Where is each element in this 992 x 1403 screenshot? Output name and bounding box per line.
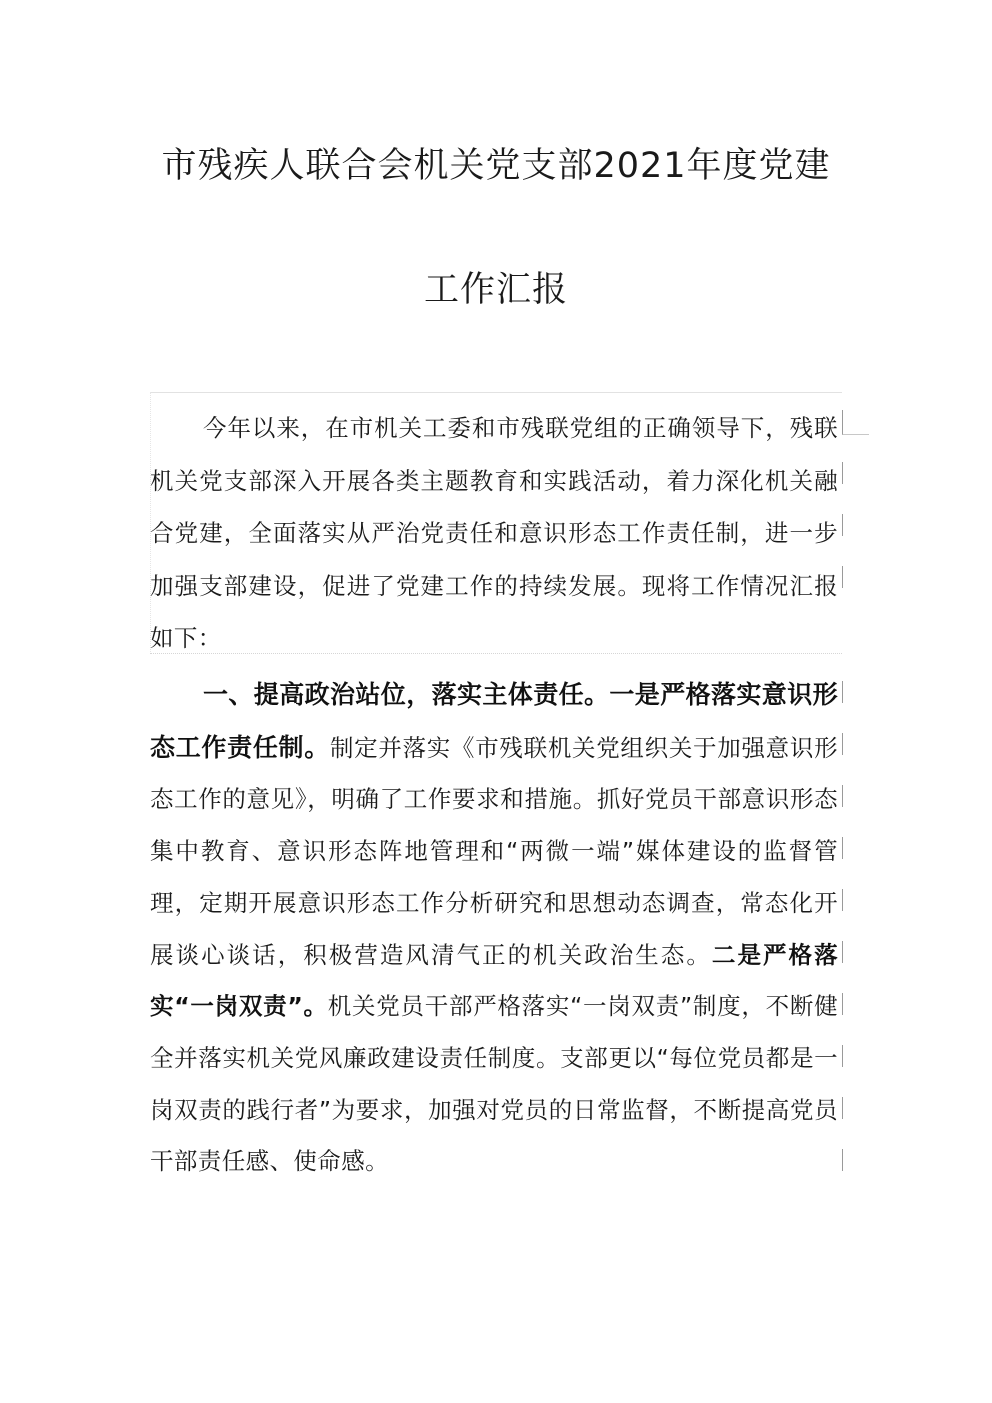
text-boundary-mark — [842, 837, 843, 859]
text-boundary-mark — [842, 681, 843, 703]
text-boundary-mark — [842, 1045, 843, 1067]
section-1-heading: 一、提高政治站位，落实主体责任。 — [203, 680, 610, 709]
text-boundary-mark — [842, 993, 843, 1015]
text-boundary-mark — [842, 889, 843, 911]
intro-box-top-border — [150, 392, 842, 393]
text-boundary-mark — [842, 1149, 843, 1171]
text-boundary-mark — [842, 1097, 843, 1119]
text-boundary-mark — [842, 566, 843, 588]
text-boundary-mark — [842, 733, 843, 755]
text-boundary-mark — [842, 941, 843, 963]
text-boundary-mark — [842, 785, 843, 807]
text-boundary-mark — [842, 462, 843, 484]
point-2-title: 二是严格落实“一岗双责”。 — [150, 940, 838, 1021]
point-2-text: 机关党员干部严格落实“一岗双责”制度，不断健全并落实机关党风廉政建设责任制度。支部更以“每位党员都是一岗双责的践行者”为要求，加强对党员的日常监督，不断提高党员干部责任感、使命感。 — [150, 992, 838, 1176]
document-title-line-2: 工作汇报 — [423, 270, 568, 310]
text-boundary-corner-mark — [842, 410, 869, 435]
point-1-title: 一是严格落实意识形态工作责任制。 — [150, 680, 839, 762]
text-boundary-mark — [842, 514, 843, 536]
intro-paragraph: 今年以来，在市机关工委和市残联党组的正确领导下，残联机关党支部深入开展各类主题教育和实践活动，着力深化机关融合党建，全面落实从严治党责任和意识形态工作责任制，进一步加强支部建设，促进了党建工作的持续发展。现将工作情况汇报如下： — [150, 414, 838, 652]
point-1-text: 制定并落实《市残联机关党组织关于加强意识形态工作的意见》，明确了工作要求和措施。抓好党员干部意识形态集中教育、意识形态阵地管理和“两微一端”媒体建设的监督管理，定期开展意识形态工作分析研究和思想动态调查，常态化开展谈心谈话，积极营造风清气正的机关政治生态。 — [150, 733, 838, 969]
document-title-line-1: 市残疾人联合会机关党支部2021年度党建 — [161, 146, 831, 186]
section-1-paragraph — [150, 669, 838, 1188]
